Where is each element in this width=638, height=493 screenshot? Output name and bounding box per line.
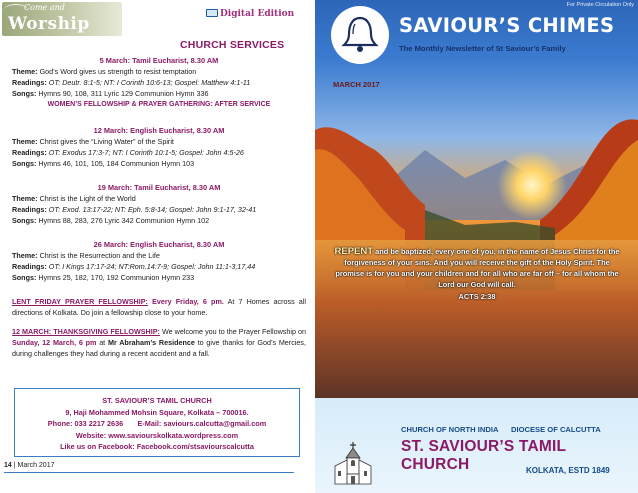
church-services-title: CHURCH SERVICES [180,39,285,51]
service-block [12,182,306,226]
lent-text: At 7 Homes across all directions of Kolkata. Do join a fellowship close to your home. [12,297,307,317]
lent-fellowship-paragraph [12,296,306,318]
church-box-name: ST. SAVIOUR’S TAMIL CHURCH [102,396,212,405]
service-readings [12,147,306,158]
bell-logo [331,6,389,64]
service-heading: 12 March: English Eucharist, 8.30 AM [93,126,225,135]
service-songs [12,272,306,283]
service-readings [12,77,306,88]
church-box-phone: Phone: 033 2217 2636 [47,419,124,428]
thanks-text-1: We welcome you to the Prayer Fellowship on [161,327,307,336]
service-heading: 5 March: Tamil Eucharist, 8.30 AM [99,56,219,65]
newsletter-subtitle: The Monthly Newsletter of St Saviour’s Family [399,44,566,53]
readings-label: Readings: [12,78,47,87]
lent-key: LENT FRIDAY PRAYER FELLOWSHIP: [12,297,148,306]
theme-label: Theme: [12,137,38,146]
service-theme [12,193,306,204]
diocese-label: DIOCESE OF CALCUTTA [511,425,601,434]
theme-text: Christ gives the “Living Water” of the Spirit [39,137,174,146]
service-songs [12,158,306,169]
service-heading: 19 March: Tamil Eucharist, 8.30 AM [97,183,221,192]
church-box-facebook[interactable]: Like us on Facebook: Facebook.com/stsaviourscalcutta [60,442,254,451]
songs-text: Hymns 90, 108, 311 Lyric 129 Communion Hymn 336 [38,89,209,98]
right-page-cover [315,0,638,493]
banner-worship: Worship [8,14,90,34]
church-box-email[interactable]: E-Mail: saviours.calcutta@gmail.com [137,419,267,428]
church-contact-box [14,388,300,457]
service-theme [12,136,306,147]
songs-text: Hymns 88, 283, 276 Lyric 342 Communion Hymn 102 [38,216,210,225]
service-heading: 26 March: English Eucharist, 8.30 AM [93,240,225,249]
readings-label: Readings: [12,205,47,214]
service-songs [12,215,306,226]
left-page [0,0,312,493]
theme-text: Christ is the Light of the World [39,194,136,203]
songs-label: Songs: [12,159,37,168]
songs-text: Hymns 25, 182, 170, 192 Communion Hymn 233 [38,273,195,282]
thanks-key: 12 MARCH: THANKSGIVING FELLOWSHIP: [12,327,160,336]
songs-label: Songs: [12,273,37,282]
readings-text: OT: I Kings 17:17-24; NT:Rom.14:7-9; Gospel: John 11:1-3,17,44 [48,262,256,271]
verse-text: and be baptized, every one of you, in the name of Jesus Christ for the forgiveness of your sins. And you will receive the gift of the Holy Spirit. The promise is for you and your children and for all who are far off – for all whom the Lord our God will call. [335,247,620,289]
service-theme [12,66,306,77]
theme-label: Theme: [12,251,38,260]
church-name: ST. SAVIOUR’S TAMIL CHURCH [401,438,566,473]
songs-label: Songs: [12,216,37,225]
verse-reference: ACTS 2:38 [458,292,496,301]
footer-month: March 2017 [17,462,55,469]
page-footer [4,462,54,469]
service-block [12,55,306,110]
issue-month: MARCH 2017 [333,80,380,89]
service-readings [12,261,306,272]
service-theme [12,250,306,261]
theme-label: Theme: [12,194,38,203]
thanks-text-2: at [99,338,106,347]
songs-label: Songs: [12,89,37,98]
theme-text: Christ is the Resurrection and the Life [39,251,160,260]
thanks-when: Sunday, 12 March, 6 pm [12,338,97,347]
songs-text: Hymns 46, 101, 105, 184 Communion Hymn 103 [38,159,195,168]
private-circulation: For Private Circulation Only [566,2,634,8]
service-block [12,125,306,169]
footer-divider [4,472,294,473]
banner-come: Come and [24,3,65,12]
thanksgiving-paragraph [12,326,306,359]
lent-when: Every Friday, 6 pm. [152,297,224,306]
service-readings [12,204,306,215]
readings-label: Readings: [12,262,47,271]
church-box-website[interactable]: Website: www.saviourskolkata.wordpress.com [75,430,239,440]
theme-label: Theme: [12,67,38,76]
church-box-address: 9, Haji Mohammed Mohsin Square, Kolkata – 700016. [65,407,249,417]
church-building-icon [331,440,375,486]
thanks-place: Mr Abraham’s Residence [107,338,195,347]
newsletter-title: SAVIOUR’S CHIMES [399,14,615,37]
page-number: 14 [4,462,12,469]
readings-text: OT: Exodus 17:3-7; NT: I Corinth 10:1-5; Gospel: John 4:5-26 [48,148,244,157]
church-of-north-india: CHURCH OF NORTH INDIA [401,425,499,434]
verse-lead: REPENT [334,246,374,257]
church-box-contact [15,418,299,430]
thanks-text-3: to give thanks for God’s Mercies, during challenges they had during a recent accident and a fall. [12,338,306,358]
footer-sep: | [11,462,18,469]
theme-text: God’s Word gives us strength to resist temptation [39,67,197,76]
laptop-icon [206,9,218,17]
readings-text: OT: Deutr. 8:1-5; NT: I Corinth 10:6-13; Gospel: Matthew 4:1-11 [48,78,251,87]
service-note: WOMEN’S FELLOWSHIP & PRAYER GATHERING: AFTER SERVICE [47,101,271,108]
worship-banner [2,2,122,36]
bell-icon [341,14,379,54]
service-songs [12,88,306,99]
digital-edition [206,9,294,19]
digital-edition-label: Digital Edition [220,9,295,19]
service-block [12,239,306,283]
scripture-verse [333,246,621,302]
readings-label: Readings: [12,148,47,157]
readings-text: OT: Exod. 13:17-22; NT: Eph. 5:8-14; Gospel: John 9:1-17, 32-41 [48,205,257,214]
kolkata-established: KOLKATA, ESTD 1849 [526,466,610,475]
